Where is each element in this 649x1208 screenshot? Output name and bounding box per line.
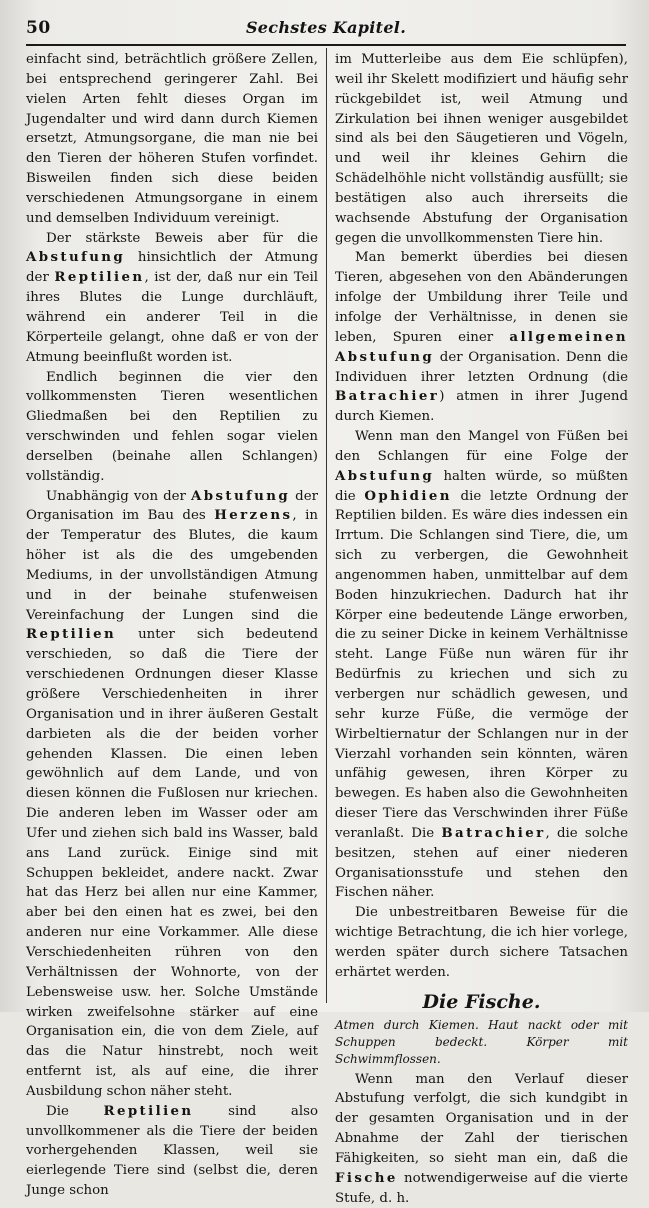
left-column — [26, 50, 318, 1008]
emphasis-spaced: Batrachier — [335, 388, 439, 404]
paragraph: einfacht sind, beträchtlich größere Zellen, bei entsprechend geringerer Zahl. Bei vielen Arten fehlt dieses Organ im Jugendalter und wird dann durch Kiemen ersetzt, Atmungsorgane, die man nie bei den Tieren der höheren Stufen vorfindet. Bisweilen finden sich diese beiden verschiedenen Atmungsorgane in einem und demselben Individuum vereinigt. — [26, 50, 318, 229]
paragraph — [26, 229, 318, 368]
text-run: sind also unvollkommener als die Tiere der beiden vorhergehenden Klassen, weil sie eierlegende Tiere sind (selbst die, deren Junge schon — [26, 1104, 318, 1198]
text-run: notwendigerweise auf die vierte Stufe, d. h. — [335, 1171, 628, 1206]
text-run: ) atmen in ihrer Jugend durch Kiemen. — [335, 389, 628, 424]
text-run: , in der Temperatur des Blutes, die kaum höher ist als die des umgebenden Mediums, in der unvollständigen Atmung und in der beinahe stufenweisen Vereinfachung der Lungen sind die — [26, 508, 318, 622]
emphasis-spaced: Abstufung — [191, 488, 290, 504]
section-summary: Atmen durch Kiemen. Haut nackt oder mit Schuppen bedeckt. Körper mit Schwimmflossen. — [335, 1017, 628, 1068]
text-run: Der stärkste Beweis aber für die — [46, 231, 318, 246]
text-run: der Organisation im Bau des — [26, 489, 318, 524]
text-run: , ist der, daß nur ein Teil ihres Blutes die Lunge durchläuft, während ein anderer Teil in die Körperteile gelangt, ohne daß er von der Atmung beeinflußt worden ist. — [26, 270, 318, 364]
text-run: hinsichtlich der Atmung der — [26, 250, 318, 285]
text-run: Unabhängig von der — [46, 489, 191, 504]
emphasis-spaced: Abstufung — [26, 249, 125, 265]
text-run: der Organisation. Denn die Individuen ihrer letzten Ordnung (die — [335, 350, 628, 385]
paragraph: Die unbestreitbaren Beweise für die wichtige Betrachtung, die ich hier vorlege, werden später durch sichere Tatsachen erhärtet werden. — [335, 903, 628, 982]
paragraph — [335, 248, 628, 427]
right-column — [335, 50, 628, 1008]
paragraph: im Mutterleibe aus dem Eie schlüpfen), weil ihr Skelett modifiziert und häufig sehr rückgebildet ist, weil Atmung und Zirkulation bei ihnen weniger ausgebildet sind als bei den Säugetieren und Vögeln, und weil ihr kleines Gehirn die Schädelhöhle nicht vollständig ausfüllt; sie bestätigen also auch ihrerseits die wachsende Abstufung der Organisation gegen die unvollkommensten Tiere hin. — [335, 50, 628, 248]
emphasis-spaced: Reptilien — [103, 1103, 193, 1119]
page-header — [26, 18, 626, 42]
emphasis-spaced: Herzens — [214, 507, 292, 523]
page-number: 50 — [26, 18, 51, 38]
emphasis-spaced: Fische — [335, 1170, 398, 1186]
text-run: unter sich bedeutend verschieden, so daß die Tiere der verschiedenen Ordnungen dieser Klasse größere Verschiedenheiten in ihrer Organisation und in ihrer äußeren Gestalt darbieten als die der beiden vorher gehenden Klassen. Die einen leben gewöhnlich auf dem Lande, und von diesen können die Fußlosen nur kriechen. Die anderen leben im Wasser oder am Ufer und ziehen sich bald ins Wasser, bald ans Land zurück. Einige sind mit Schuppen bekleidet, andere nackt. Zwar hat das Herz bei allen nur eine Kammer, aber bei den einen hat es zwei, bei den anderen nur eine Vorkammer. Alle diese Verschiedenheiten rühren von den Verhältnissen der Wohnorte, von der Lebensweise usw. her. Solche Umstände wirken zweifelsohne stärker auf eine Organisation ein, die von dem Ziele, auf das die Natur hinstrebt, noch weit entfernt ist, als auf eine, die ihrer Ausbildung schon näher steht. — [26, 627, 318, 1098]
text-run: halten würde, so müßten die — [335, 469, 628, 504]
text-run: Wenn man den Verlauf dieser Abstufung verfolgt, die sich kundgibt in der gesamten Organisation und in der Abnahme der Zahl der tierischen Fähigkeiten, so sieht man ein, daß die — [335, 1072, 628, 1166]
paragraph — [26, 1102, 318, 1201]
paragraph — [335, 427, 628, 903]
header-rule — [26, 44, 626, 46]
emphasis-spaced: Reptilien — [26, 626, 116, 642]
text-run: Die — [46, 1104, 103, 1119]
emphasis-spaced: Batrachier — [441, 825, 545, 841]
text-run: Man bemerkt überdies bei diesen Tieren, abgesehen von den Abänderungen infolge der Umbildung ihrer Teile und infolge der Verhältnisse, in denen sie leben, Spuren einer — [335, 250, 628, 344]
emphasis-spaced: Abstufung — [335, 468, 434, 484]
emphasis-spaced: Ophidien — [364, 488, 452, 504]
section-heading: Die Fische. — [335, 993, 628, 1013]
paragraph — [335, 1070, 628, 1208]
text-run: die letzte Ordnung der Reptilien bilden. Es wäre dies indessen ein Irrtum. Die Schlangen sind Tiere, die, um sich zu verbergen, die Gewohnheit angenommen haben, unmittelbar auf dem Boden hinzukriechen. Dadurch hat ihr Körper eine bedeutende Länge erworben, die zu seiner Dicke in keinem Verhältnisse steht. Lange Füße nun wären für ihr Bedürfnis zu kriechen und sich zu verbergen nur schädlich gewesen, und sehr kurze Füße, die vermöge der Wirbeltiernatur der Schlangen nur in der Vierzahl vorhanden sein könnten, wären unfähig gewesen, ihren Körper zu bewegen. Es haben also die Gewohnheiten dieser Tiere das Verschwinden ihrer Füße veranlaßt. Die — [335, 489, 628, 841]
paragraph: Endlich beginnen die vier den vollkommensten Tieren wesentlichen Gliedmaßen bei den Reptilien zu verschwinden und fehlen sogar vielen derselben (beinahe allen Schlangen) vollständig. — [26, 368, 318, 487]
running-head: Sechstes Kapitel. — [26, 18, 626, 37]
text-run: , die solche besitzen, stehen auf einer niederen Organisationsstufe und stehen den Fischen näher. — [335, 826, 628, 901]
paragraph — [26, 487, 318, 1102]
emphasis-spaced: allgemeinen Abstufung — [335, 329, 628, 365]
text-run: Wenn man den Mangel von Füßen bei den Schlangen für eine Folge der — [335, 429, 628, 464]
emphasis-spaced: Reptilien — [54, 269, 144, 285]
column-divider — [326, 48, 327, 1003]
